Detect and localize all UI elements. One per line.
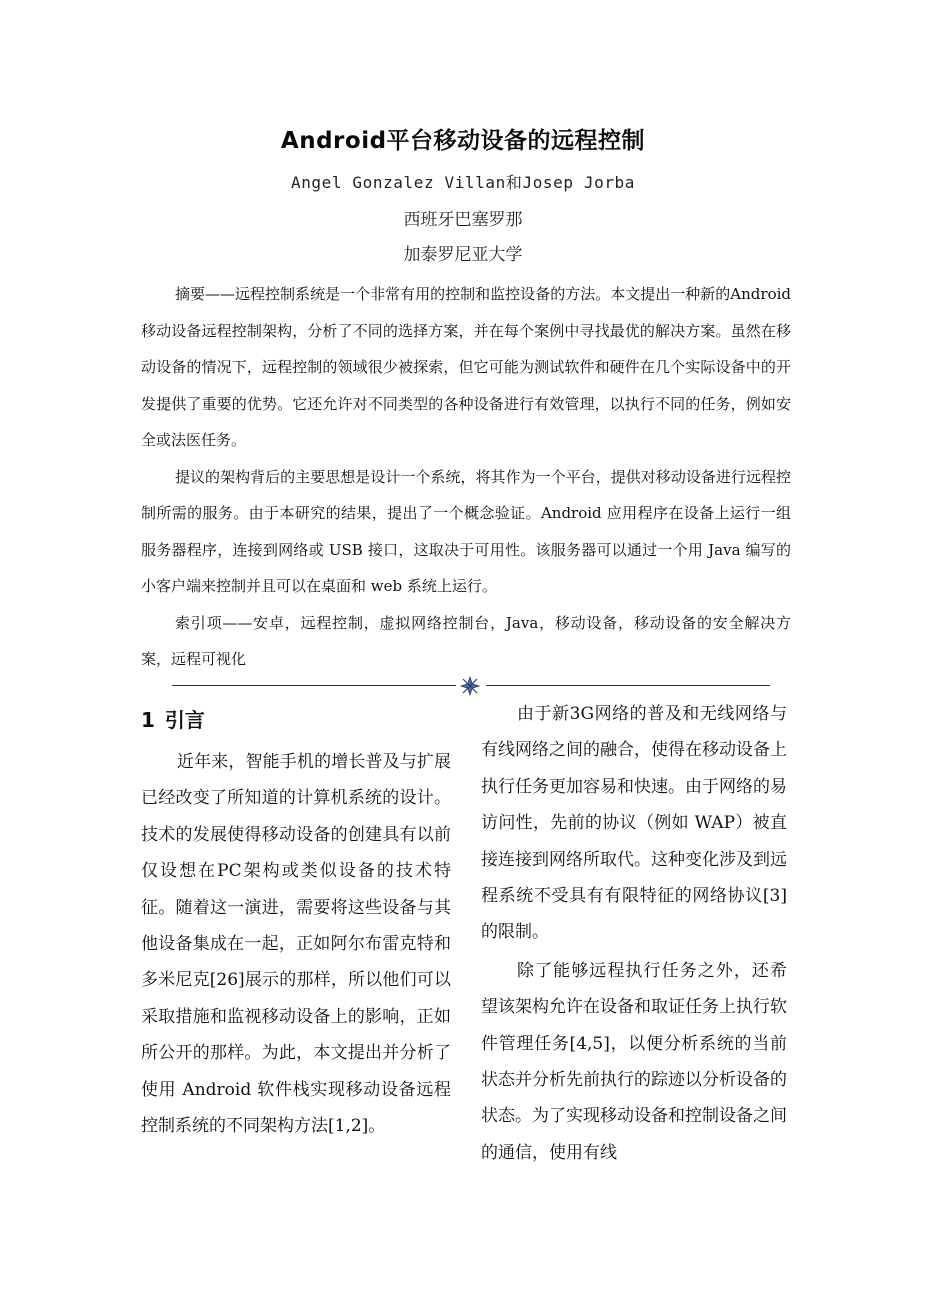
section-heading xyxy=(141,700,451,740)
divider-line-right xyxy=(486,685,770,686)
section-divider xyxy=(172,675,770,697)
body-paragraph: 由于新3G网络的普及和无线网络与有线网络之间的融合，使得在移动设备上执行任务更加容易和快速。由于网络的易访问性，先前的协议（例如 WAP）被直接连接到网络所取代。这种变化涉及到远程系统不受具有有限特征的网络协议[3]的限制。 xyxy=(481,704,787,943)
author-names: Angel Gonzalez Villan和Josep Jorba xyxy=(290,173,636,192)
section-title: 引言 xyxy=(164,708,205,732)
divider-line-left xyxy=(172,685,456,686)
left-column xyxy=(141,700,451,1144)
abstract-paragraph: 摘要——远程控制系统是一个非常有用的控制和监控设备的方法。本文提出一种新的Android 移动设备远程控制架构，分析了不同的选择方案，并在每个案例中寻找最优的解决方案。虽然在移动设备的情况下，远程控制的领域很少被探索，但它可能为测试软件和硬件在几个实际设备中的开发提供了重要的优势。它还允许对不同类型的各种设备进行有效管理，以执行不同的任务，例如安全或法医任务。 xyxy=(141,285,791,449)
affiliation-university: 加泰罗尼亚大学 xyxy=(403,245,523,265)
index-terms: 索引项——安卓，远程控制，虚拟网络控制台，Java，移动设备，移动设备的安全解决方案，远程可视化 xyxy=(141,613,791,668)
paper-title: Android平台移动设备的远程控制 xyxy=(280,128,646,154)
abstract-paragraph: 提议的架构背后的主要思想是设计一个系统，将其作为一个平台，提供对移动设备进行远程控制所需的服务。由于本研究的结果，提出了一个概念验证。Android 应用程序在设备上运行一组服务器程序，连接到网络或 USB 接口，这取决于可用性。该服务器可以通过一个用 Java 编写的小客户端来控制并且可以在桌面和 web 系统上运行。 xyxy=(141,467,791,595)
affiliation-city: 西班牙巴塞罗那 xyxy=(403,210,523,230)
abstract-block xyxy=(141,276,791,678)
section-number: 1 xyxy=(141,708,155,732)
body-paragraph: 除了能够远程执行任务之外，还希望该架构允许在设备和取证任务上执行软件管理任务[4,5]，以便分析系统的当前状态并分析先前执行的踪迹以分析设备的状态。为了实现移动设备和控制设备之间的通信，使用有线 xyxy=(481,960,787,1163)
right-column xyxy=(481,696,787,1171)
star-ornament-icon xyxy=(459,675,481,697)
body-paragraph: 近年来，智能手机的增长普及与扩展已经改变了所知道的计算机系统的设计。技术的发展使得移动设备的创建具有以前仅设想在PC架构或类似设备的技术特征。随着这一演进，需要将这些设备与其他设备集成在一起，正如阿尔布雷克特和多米尼克[26]展示的那样，所以他们可以采取措施和监视移动设备上的影响，正如所公开的那样。为此，本文提出并分析了使用 Android 软件栈实现移动设备远程控制系统的不同架构方法[1,2]。 xyxy=(141,752,451,1137)
